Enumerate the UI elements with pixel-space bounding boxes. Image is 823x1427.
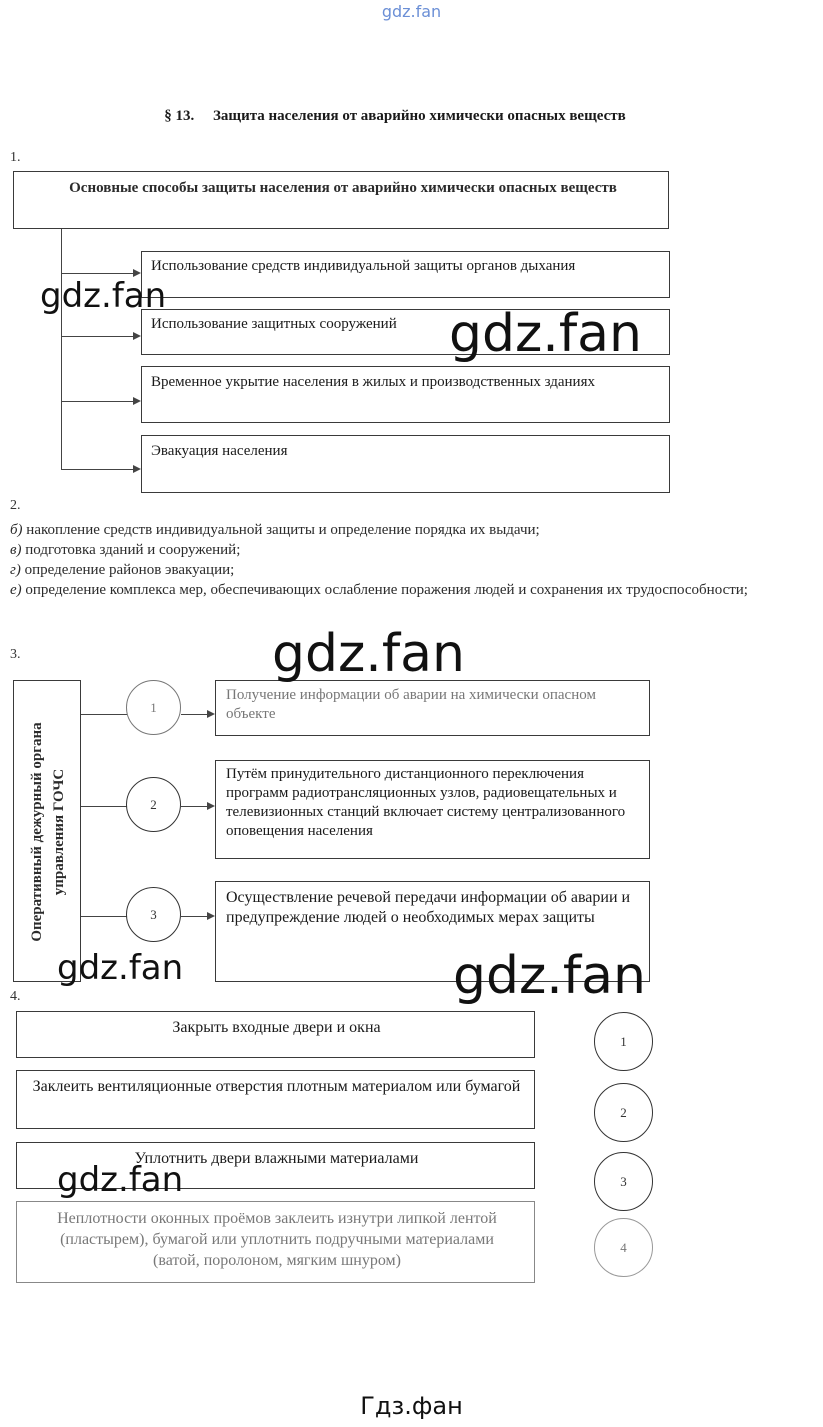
section-4-circle-4: 4 xyxy=(594,1218,653,1277)
section-1-item-text: Использование защитных сооружений xyxy=(151,316,397,332)
arrow-line xyxy=(61,401,133,402)
arrow-head-icon xyxy=(207,802,215,810)
section-3-step-text: Получение информации об аварии на химически опасном объекте xyxy=(226,687,596,722)
site-label[interactable]: gdz.fan xyxy=(381,2,442,21)
section-4-item xyxy=(16,1011,535,1058)
section-3-number: 3. xyxy=(10,647,21,662)
arrow-head-icon xyxy=(207,710,215,718)
section-4-item-text: Заклеить вентиляционные отверстия плотным материалом или бумагой xyxy=(32,1078,521,1095)
section-1-item xyxy=(141,366,670,423)
arrow-head-icon xyxy=(207,912,215,920)
section-1-item xyxy=(141,435,670,493)
section-1-connector xyxy=(61,229,62,469)
arrow-line xyxy=(181,714,207,715)
section-1-number: 1. xyxy=(10,150,21,165)
step-circle-2: 2 xyxy=(126,777,181,832)
step-circle-1: 1 xyxy=(126,680,181,735)
section-3-vertical-label: Оперативный дежурный органа управления ГОЧС xyxy=(29,722,67,942)
section-2-line: г) определение районов эвакуации; xyxy=(10,562,235,578)
footer-watermark: Гдз.фан xyxy=(360,1392,463,1420)
section-2-list xyxy=(10,520,800,600)
section-1-main-text: Основные способы защиты населения от аварийно химически опасных веществ xyxy=(69,180,617,196)
section-4-circle-3: 3 xyxy=(594,1152,653,1211)
section-1-item-text: Временное укрытие населения в жилых и производственных зданиях xyxy=(151,374,595,390)
section-4-circle-2: 2 xyxy=(594,1083,653,1142)
arrow-head-icon xyxy=(133,397,141,405)
section-3-step-text: Осуществление речевой передачи информации об аварии и предупреждение людей о необходимых мерах защиты xyxy=(226,889,631,926)
section-4-item xyxy=(16,1070,535,1129)
step-circle-3: 3 xyxy=(126,887,181,942)
watermark: gdz.fan xyxy=(449,304,642,364)
section-4-item-text: Уплотнить двери влажными материалами xyxy=(134,1150,419,1167)
section-1-item-text: Использование средств индивидуальной защиты органов дыхания xyxy=(151,258,576,274)
section-3-step-box xyxy=(215,680,650,736)
section-4-number: 4. xyxy=(10,989,21,1004)
arrow-line xyxy=(81,916,127,917)
section-1-item-text: Эвакуация населения xyxy=(151,443,288,459)
arrow-head-icon xyxy=(133,332,141,340)
arrow-line xyxy=(181,916,207,917)
watermark: gdz.fan xyxy=(272,624,465,684)
section-4-item-text: Закрыть входные двери и окна xyxy=(172,1019,381,1036)
arrow-line xyxy=(61,273,133,274)
section-4-circle-1: 1 xyxy=(594,1012,653,1071)
section-3-label-box xyxy=(13,680,81,982)
section-2-line: е) определение комплекса мер, обеспечивающих ослабление поражения людей и сохранения их трудоспособности; xyxy=(10,582,748,598)
arrow-line xyxy=(61,336,133,337)
section-4-item-text: Неплотности оконных проёмов заклеить изнутри липкой лентой (пластырем), бумагой или уплотнить подручными материалами (ватой, поролоном, мягким шнуром) xyxy=(57,1210,497,1269)
section-3-step-text: Путём принудительного дистанционного переключения программ радиотрансляционных узлов, радиовещательных и телевизионных станций включает систему централизованного оповещения населения xyxy=(226,766,626,839)
arrow-head-icon xyxy=(133,465,141,473)
section-4-item xyxy=(16,1201,535,1283)
arrow-line xyxy=(81,714,127,715)
section-1-main-box xyxy=(13,171,669,229)
section-2-number: 2. xyxy=(10,498,21,513)
watermark: gdz.fan xyxy=(57,948,184,988)
arrow-line xyxy=(61,469,133,470)
section-2-line: в) подготовка зданий и сооружений; xyxy=(10,542,241,558)
arrow-line xyxy=(181,806,207,807)
section-3-step-box xyxy=(215,760,650,859)
watermark: gdz.fan xyxy=(57,1160,184,1200)
arrow-line xyxy=(81,806,127,807)
section-2-line: б) накопление средств индивидуальной защиты и определение порядка их выдачи; xyxy=(10,522,540,538)
section-1-item xyxy=(141,251,670,298)
watermark: gdz.fan xyxy=(453,946,646,1006)
watermark: gdz.fan xyxy=(40,276,167,316)
page-title: § 13. Защита населения от аварийно химически опасных веществ xyxy=(164,108,626,124)
